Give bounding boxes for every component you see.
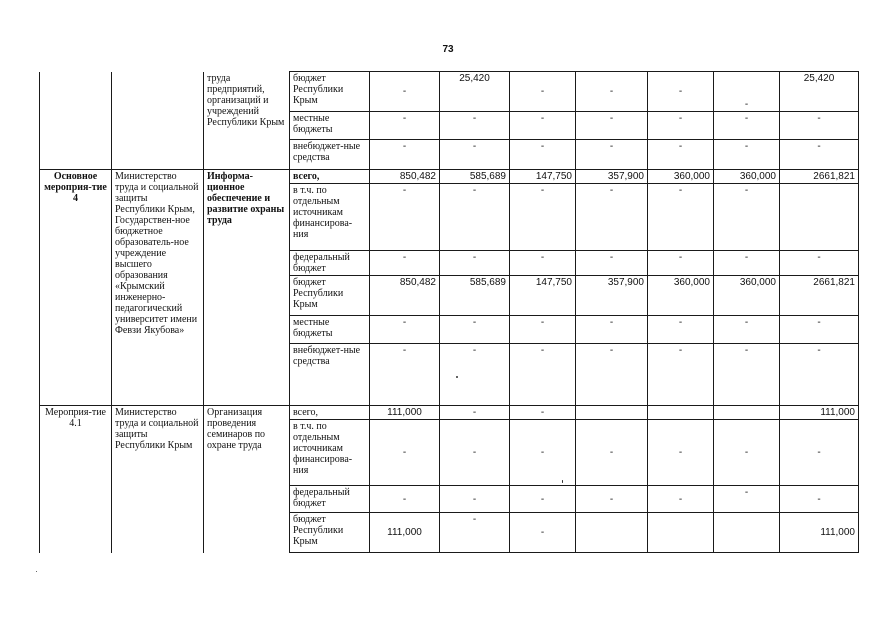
funding-source-label: бюджет Республики Крым xyxy=(290,276,370,316)
value-cell: - xyxy=(780,486,859,513)
value-cell: 2661,821 xyxy=(780,276,859,316)
funding-source-label: местные бюджеты xyxy=(290,112,370,140)
value-cell: 111,000 xyxy=(780,406,859,420)
value-cell: - xyxy=(780,251,859,276)
value-cell: 585,689 xyxy=(440,276,510,316)
value-cell: - xyxy=(510,513,576,553)
value-cell: - xyxy=(714,344,780,406)
value-cell: - xyxy=(440,344,510,406)
value-cell: - xyxy=(510,72,576,112)
value-cell: - xyxy=(576,344,648,406)
value-cell xyxy=(714,513,780,553)
funding-source-label: всего, xyxy=(290,406,370,420)
value-cell: 111,000 xyxy=(370,513,440,553)
funding-source-label: внебюджет-ные средства xyxy=(290,140,370,170)
activity-name-cell: Информа-ционное обеспечение и развитие охраны труда xyxy=(204,170,290,406)
value-cell: - xyxy=(648,184,714,251)
value-cell: 25,420 xyxy=(780,72,859,112)
value-cell: - xyxy=(510,406,576,420)
value-cell: - xyxy=(714,420,780,486)
activity-code-cell: Мероприя-тие 4.1 xyxy=(40,406,112,553)
value-cell: - xyxy=(648,316,714,344)
value-cell: - xyxy=(648,344,714,406)
funding-source-label: бюджет Республики Крым xyxy=(290,513,370,553)
funding-source-label: в т.ч. по отдельным источникам финансирова-ния xyxy=(290,184,370,251)
value-cell: - xyxy=(576,72,648,112)
value-cell: - xyxy=(440,420,510,486)
scan-speck xyxy=(36,571,37,572)
value-cell: - xyxy=(510,140,576,170)
value-cell: - xyxy=(440,513,510,553)
value-cell: 850,482 xyxy=(370,276,440,316)
value-cell: 111,000 xyxy=(780,513,859,553)
value-cell: - xyxy=(370,184,440,251)
value-cell xyxy=(576,513,648,553)
value-cell: 360,000 xyxy=(714,170,780,184)
value-cell: - xyxy=(576,486,648,513)
value-cell: - xyxy=(648,112,714,140)
value-cell: - xyxy=(576,140,648,170)
value-cell: - xyxy=(648,486,714,513)
value-cell: - xyxy=(576,112,648,140)
value-cell: - xyxy=(510,486,576,513)
value-cell: - xyxy=(440,486,510,513)
value-cell: - xyxy=(440,251,510,276)
value-cell: - xyxy=(440,112,510,140)
value-cell: 147,750 xyxy=(510,170,576,184)
value-cell: 111,000 xyxy=(370,406,440,420)
value-cell: 147,750 xyxy=(510,276,576,316)
value-cell xyxy=(714,406,780,420)
table-cell xyxy=(40,72,112,170)
value-cell: - xyxy=(510,344,576,406)
value-cell: - xyxy=(440,184,510,251)
funding-source-label: федеральный бюджет xyxy=(290,251,370,276)
value-cell: - xyxy=(714,140,780,170)
measure-name-cell: труда предприятий, организаций и учреждений Республики Крым xyxy=(204,72,290,170)
value-cell: - xyxy=(510,184,576,251)
value-cell xyxy=(648,513,714,553)
funding-source-label: в т.ч. по отдельным источникам финансирова-ния xyxy=(290,420,370,486)
value-cell: 360,000 xyxy=(648,170,714,184)
value-cell: - xyxy=(370,140,440,170)
table-row xyxy=(40,72,859,112)
value-cell: - xyxy=(370,112,440,140)
value-cell: - xyxy=(440,316,510,344)
value-cell: - xyxy=(440,140,510,170)
value-cell: 357,900 xyxy=(576,170,648,184)
value-cell: - xyxy=(780,316,859,344)
page-number: 73 xyxy=(442,44,454,55)
funding-source-label: бюджет Республики Крым xyxy=(290,72,370,112)
value-cell: - xyxy=(648,420,714,486)
value-cell: - xyxy=(370,420,440,486)
scan-speck xyxy=(562,480,563,483)
value-cell: - xyxy=(648,72,714,112)
value-cell: - xyxy=(370,316,440,344)
value-cell: 360,000 xyxy=(648,276,714,316)
value-cell: - xyxy=(370,344,440,406)
table-cell xyxy=(112,72,204,170)
funding-source-label: федеральный бюджет xyxy=(290,486,370,513)
value-cell: 2661,821 xyxy=(780,170,859,184)
value-cell: - xyxy=(714,251,780,276)
value-cell: - xyxy=(714,184,780,251)
activity-code-cell: Основное мероприя-тие 4 xyxy=(40,170,112,406)
value-cell: - xyxy=(510,251,576,276)
scan-speck xyxy=(456,376,458,378)
funding-source-label: местные бюджеты xyxy=(290,316,370,344)
value-cell: - xyxy=(648,140,714,170)
value-cell: - xyxy=(576,420,648,486)
value-cell xyxy=(576,406,648,420)
value-cell: - xyxy=(648,251,714,276)
value-cell: 25,420 xyxy=(440,72,510,112)
value-cell: - xyxy=(510,316,576,344)
value-cell xyxy=(648,406,714,420)
value-cell: - xyxy=(576,184,648,251)
value-cell: 850,482 xyxy=(370,170,440,184)
value-cell: 585,689 xyxy=(440,170,510,184)
value-cell: - xyxy=(370,251,440,276)
value-cell: 360,000 xyxy=(714,276,780,316)
value-cell: - xyxy=(576,316,648,344)
value-cell: - xyxy=(780,420,859,486)
program-funding-table xyxy=(39,71,859,553)
value-cell: - xyxy=(714,486,780,513)
value-cell: - xyxy=(440,406,510,420)
value-cell: - xyxy=(780,112,859,140)
value-cell: - xyxy=(510,112,576,140)
value-cell: - xyxy=(714,316,780,344)
value-cell: - xyxy=(780,140,859,170)
value-cell: - xyxy=(714,72,780,112)
value-cell: - xyxy=(714,112,780,140)
value-cell: - xyxy=(576,251,648,276)
value-cell xyxy=(780,184,859,251)
table-row xyxy=(40,170,859,184)
value-cell: - xyxy=(370,72,440,112)
table-row xyxy=(40,406,859,420)
activity-name-cell: Организация проведения семинаров по охране труда xyxy=(204,406,290,553)
value-cell: 357,900 xyxy=(576,276,648,316)
executor-cell: Министерство труда и социальной защиты Республики Крым, Государствен-ное бюджетное образователь-ное учреждение высшего образования «Крымский инженерно-педагогический университет имени Февзи Якубова» xyxy=(112,170,204,406)
value-cell: - xyxy=(370,486,440,513)
funding-source-label: внебюджет-ные средства xyxy=(290,344,370,406)
executor-cell: Министерство труда и социальной защиты Республики Крым xyxy=(112,406,204,553)
funding-source-label: всего, xyxy=(290,170,370,184)
value-cell: - xyxy=(780,344,859,406)
value-cell: - xyxy=(510,420,576,486)
